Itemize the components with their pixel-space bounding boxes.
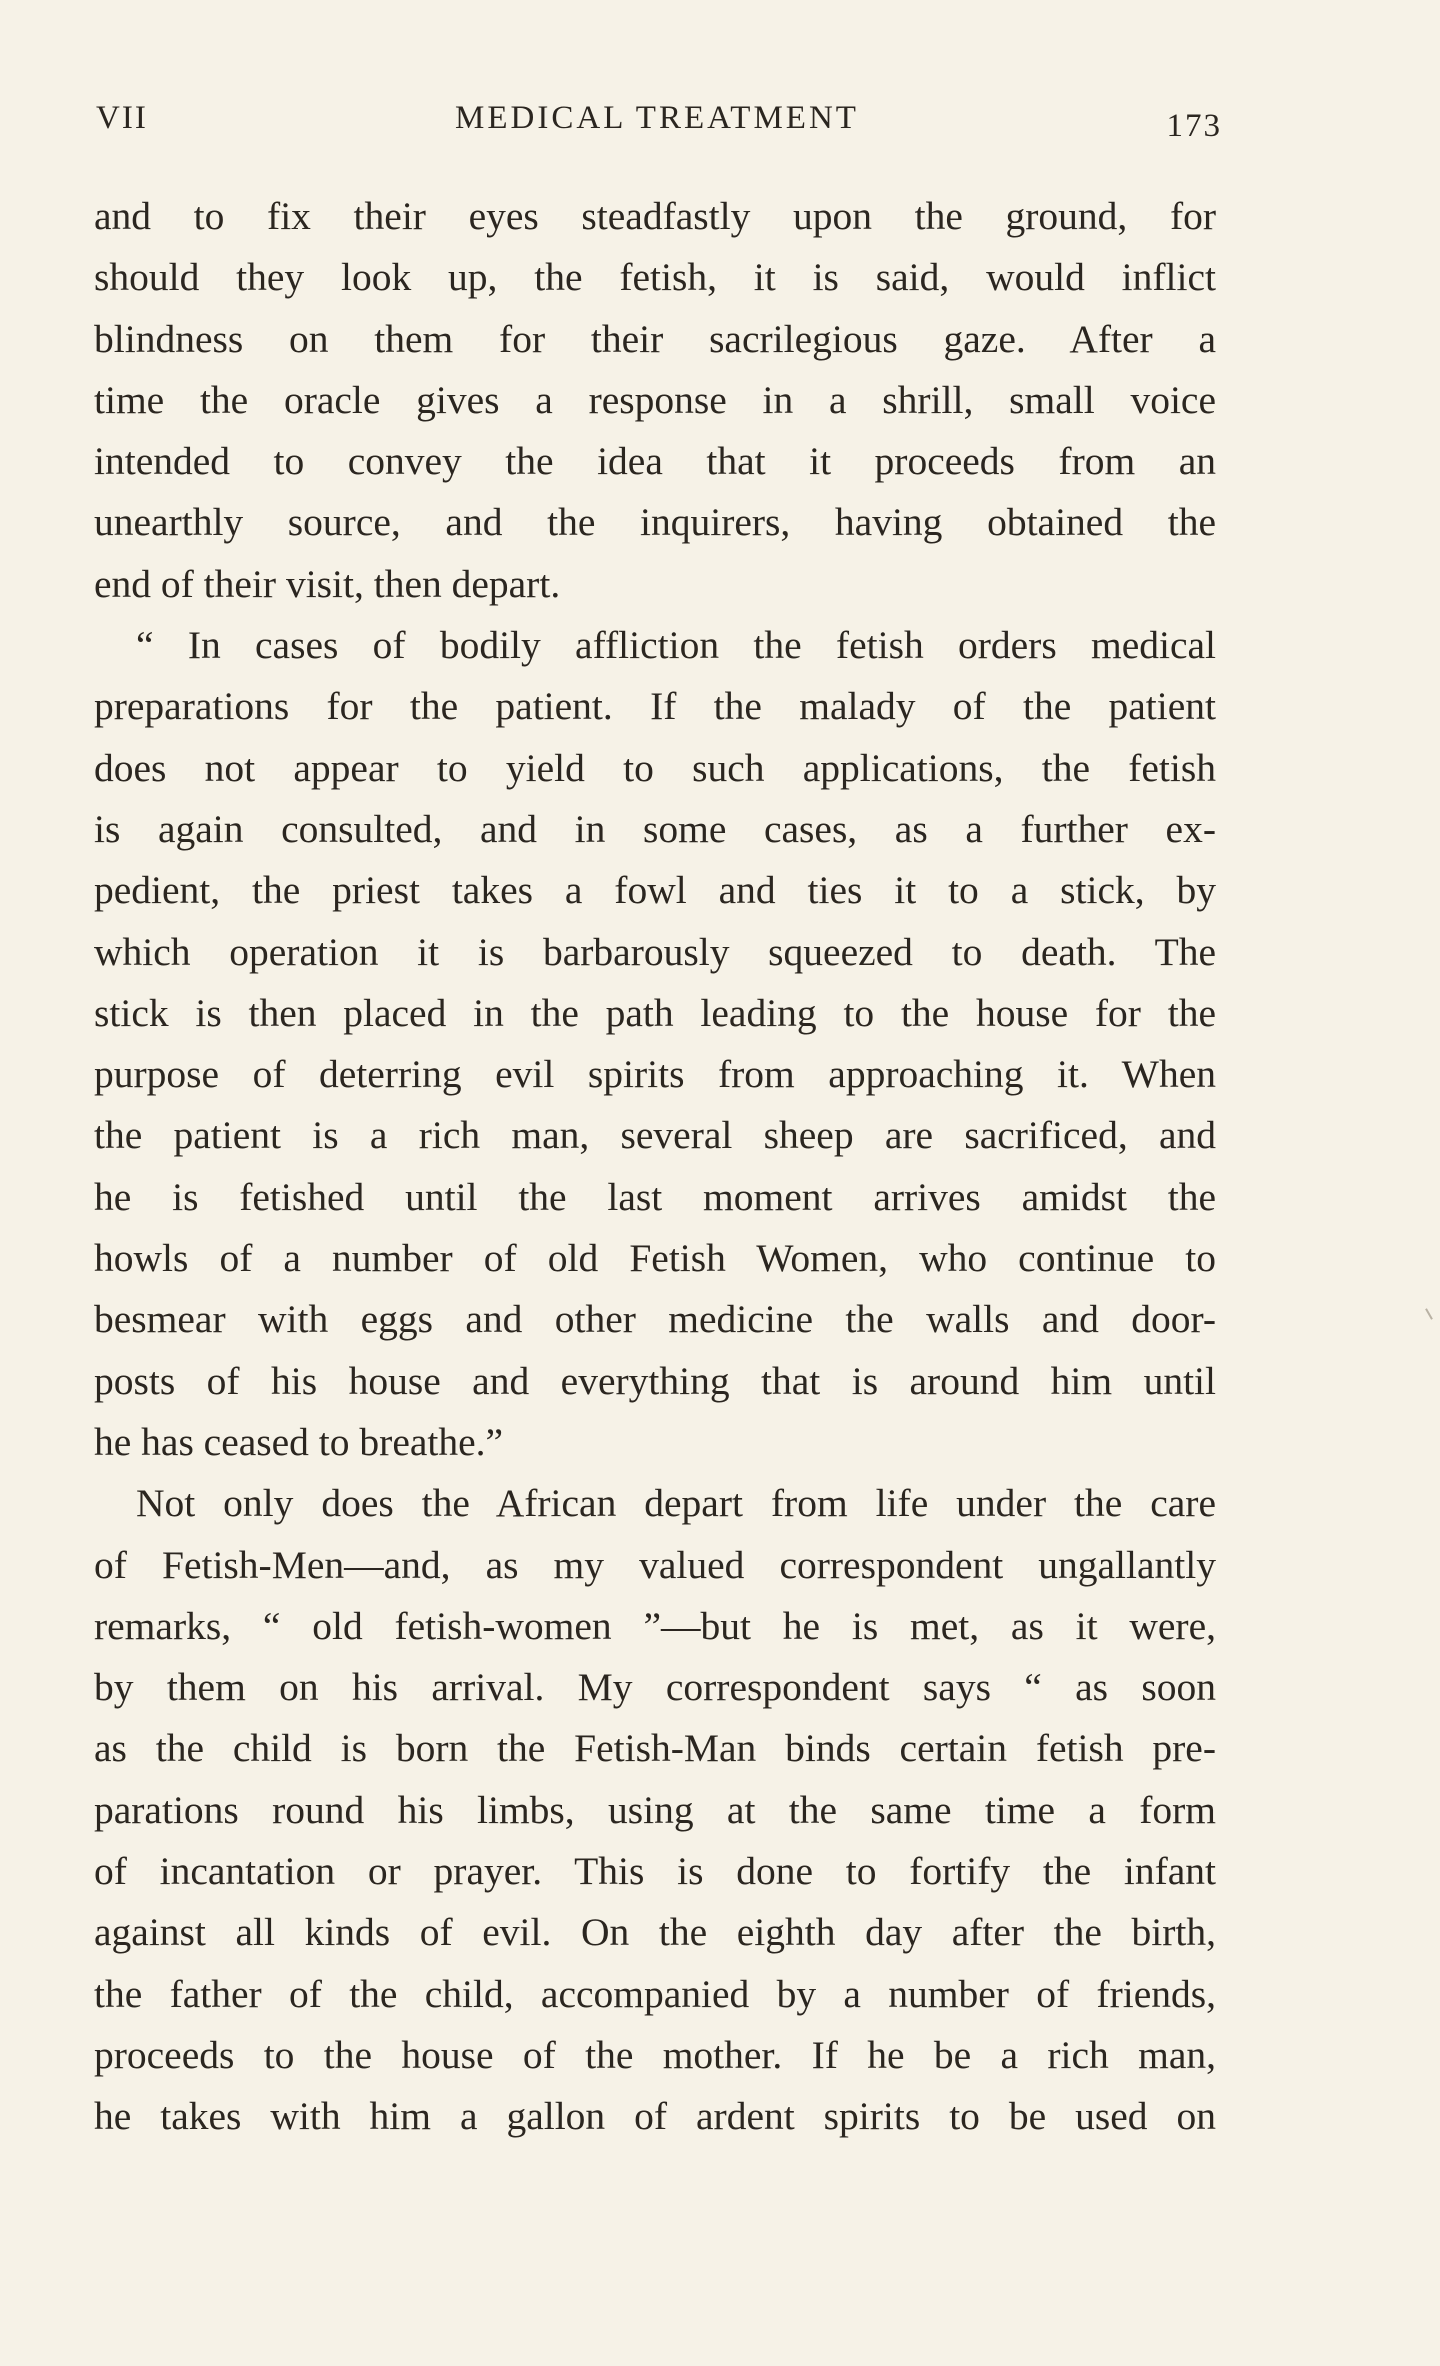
text-line: blindness on them for their sacrilegious gaze. After a — [94, 316, 1216, 361]
text-line: unearthly source, and the inquirers, having obtained the — [94, 500, 1216, 545]
text-line: by them on his arrival. My correspondent says “ as soon — [94, 1665, 1216, 1710]
text-line: Not only does the African depart from life under the care — [136, 1481, 1216, 1526]
body-text — [94, 186, 1216, 2148]
margin-mark — [1425, 1308, 1433, 1319]
text-line: posts of his house and everything that is around him until — [94, 1358, 1216, 1403]
page-number: 173 — [1166, 108, 1222, 144]
text-line: besmear with eggs and other medicine the walls and door- — [94, 1297, 1216, 1342]
text-line: and to fix their eyes steadfastly upon the ground, for — [94, 194, 1216, 238]
text-line: end of their visit, then depart. — [94, 561, 561, 606]
text-line: parations round his limbs, using at the same time a form — [94, 1787, 1216, 1832]
text-line: he is fetished until the last moment arrives amidst the — [94, 1174, 1216, 1219]
text-line: time the oracle gives a response in a shrill, small voice — [94, 377, 1216, 422]
text-line: preparations for the patient. If the malady of the patient — [94, 684, 1216, 729]
text-line: intended to convey the idea that it proceeds from an — [94, 439, 1216, 484]
text-line: against all kinds of evil. On the eighth day after the birth, — [94, 1910, 1216, 1955]
text-line: is again consulted, and in some cases, as a further ex- — [94, 806, 1216, 851]
text-line: the patient is a rich man, several sheep are sacrificed, and — [94, 1113, 1216, 1158]
text-line: as the child is born the Fetish-Man binds certain fetish pre- — [94, 1726, 1216, 1771]
text-line: of incantation or prayer. This is done to fortify the infant — [94, 1849, 1216, 1894]
text-line: does not appear to yield to such applications, the fetish — [94, 745, 1216, 790]
text-line: “ In cases of bodily affliction the fetish orders medical — [136, 623, 1216, 668]
text-line: remarks, “ old fetish-women ”—but he is met, as it were, — [94, 1603, 1216, 1648]
text-line: which operation it is barbarously squeezed to death. The — [94, 929, 1216, 974]
text-line: pedient, the priest takes a fowl and ties it to a stick, by — [94, 868, 1216, 913]
text-line: should they look up, the fetish, it is said, would inflict — [94, 255, 1216, 300]
text-line: proceeds to the house of the mother. If he be a rich man, — [94, 2032, 1216, 2077]
chapter-number: VII — [96, 100, 148, 136]
text-line: stick is then placed in the path leading to the house for the — [94, 990, 1216, 1035]
text-line: howls of a number of old Fetish Women, who continue to — [94, 1236, 1216, 1281]
text-line: the father of the child, accompanied by a number of friends, — [94, 1971, 1216, 2016]
text-line: purpose of deterring evil spirits from approaching it. When — [94, 1052, 1216, 1097]
running-title: MEDICAL TREATMENT — [455, 100, 859, 136]
text-line: he takes with him a gallon of ardent spirits to be used on — [94, 2094, 1216, 2139]
text-line: he has ceased to breathe.” — [94, 1419, 504, 1464]
running-head — [92, 100, 1222, 160]
text-line: of Fetish-Men—and, as my valued correspondent ungallantly — [94, 1542, 1216, 1587]
